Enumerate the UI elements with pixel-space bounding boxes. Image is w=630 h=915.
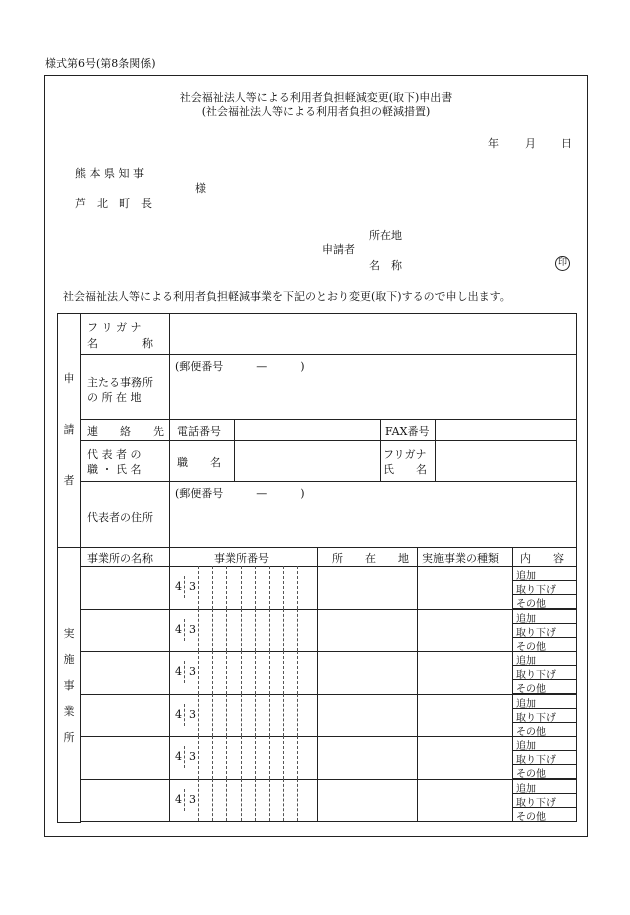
digit-separator (255, 736, 256, 779)
digit-separator (198, 694, 199, 737)
form-subtitle: (社会福祉法人等による利用者負担の軽減措置) (201, 105, 431, 118)
digit-separator (269, 651, 270, 694)
rep-label-2: 職 ・ 氏 名 (87, 463, 142, 476)
name-label: 名 称 (87, 337, 153, 350)
facility-number-prefix-1: 4 (175, 707, 182, 721)
facility-number-prefix-1: 4 (175, 665, 182, 678)
content-option-label: 追加 (516, 783, 536, 795)
digit-separator (269, 609, 270, 652)
rep-postal: (郵便番号 — ) (175, 487, 305, 500)
content-option-label: 取り下げ (516, 627, 556, 639)
header-facility-name: 事業所の名称 (87, 552, 153, 565)
digit-separator (255, 651, 256, 694)
facility-side-label-5: 所 (63, 731, 75, 744)
phone-field[interactable] (234, 419, 381, 441)
facility-number-prefix-2: 3 (189, 622, 196, 636)
applicant-label: 申請者 (322, 243, 355, 256)
digit-separator (226, 736, 227, 779)
phone-label: 電話番号 (177, 425, 221, 438)
rep-address-label: 代表者の住所 (87, 511, 153, 524)
digit-separator (255, 609, 256, 652)
facility-location-field[interactable] (317, 651, 418, 695)
content-option-label: 取り下げ (516, 670, 556, 682)
digit-separator (226, 566, 227, 609)
form-title: 社会福祉法人等による利用者負担軽減変更(取下)申出書 (179, 91, 453, 104)
applicant-side-label-1: 申 (63, 372, 75, 385)
digit-separator (184, 619, 185, 641)
content-option-label: その他 (516, 769, 546, 781)
rep-title-label: 職 名 (177, 456, 221, 469)
statement-text: 社会福祉法人等による利用者負担軽減事業を下記のとおり変更(取下)するので申し出ます。 (63, 290, 511, 303)
facility-number-prefix-2: 3 (189, 665, 196, 678)
digit-separator (226, 651, 227, 694)
applicant-side-label-2: 請 (63, 423, 75, 436)
facility-service-type-field[interactable] (417, 736, 513, 780)
digit-separator (283, 694, 284, 737)
digit-separator (297, 694, 298, 737)
digit-separator (212, 736, 213, 779)
facility-name-field[interactable] (80, 566, 170, 610)
digit-separator (269, 566, 270, 609)
facility-number-prefix-1: 4 (175, 750, 182, 763)
facility-location-field[interactable] (317, 694, 418, 738)
digit-separator (212, 651, 213, 694)
facility-service-type-field[interactable] (417, 651, 513, 695)
header-service-type: 実施事業の種類 (422, 552, 499, 565)
addressee-honorific: 様 (195, 182, 206, 195)
digit-separator (283, 566, 284, 609)
rep-furigana-label: フリガナ (383, 448, 427, 461)
form-frame (44, 75, 588, 837)
date-year: 年 (488, 137, 499, 150)
furigana-label: フ リ ガ ナ (87, 321, 142, 334)
application-table (57, 313, 577, 823)
digit-separator (198, 566, 199, 609)
facility-number-prefix-1: 4 (175, 792, 182, 806)
digit-separator (241, 694, 242, 737)
content-option-label: その他 (516, 811, 546, 823)
digit-separator (297, 609, 298, 652)
header-content: 内 容 (520, 552, 564, 565)
applicant-side-label-3: 者 (63, 474, 75, 487)
facility-name-field[interactable] (80, 694, 170, 738)
rep-name-field[interactable] (435, 440, 577, 482)
digit-separator (283, 736, 284, 779)
digit-separator (184, 746, 185, 768)
facility-side-label-3: 事 (63, 679, 75, 692)
date-day: 日 (561, 137, 572, 150)
facility-number-prefix-2: 3 (189, 707, 196, 721)
digit-separator (198, 736, 199, 779)
facility-number-prefix-2: 3 (189, 792, 196, 806)
digit-separator (212, 609, 213, 652)
digit-separator (283, 609, 284, 652)
digit-separator (255, 566, 256, 609)
office-label-2: の 所 在 地 (87, 391, 142, 404)
content-option-label: 取り下げ (516, 797, 556, 809)
digit-separator (269, 736, 270, 779)
content-option-label: 取り下げ (516, 712, 556, 724)
digit-separator (297, 651, 298, 694)
applicant-name-label: 名 称 (369, 259, 402, 272)
facility-name-field[interactable] (80, 779, 170, 823)
form-number: 様式第6号(第8条関係) (45, 57, 156, 70)
digit-separator (212, 566, 213, 609)
digit-separator (269, 694, 270, 737)
facility-service-type-field[interactable] (417, 566, 513, 610)
contact-label: 連 絡 先 (87, 425, 164, 438)
content-option-label: その他 (516, 684, 546, 696)
digit-separator (241, 736, 242, 779)
office-label-1: 主たる事務所 (87, 376, 153, 389)
digit-separator (226, 694, 227, 737)
facility-side-label-2: 施 (63, 653, 75, 666)
facility-location-field[interactable] (317, 566, 418, 610)
digit-separator (297, 779, 298, 822)
digit-separator (283, 651, 284, 694)
fax-label: FAX番号 (385, 425, 430, 438)
content-option-label: 追加 (516, 571, 536, 582)
facility-number-prefix-2: 3 (189, 750, 196, 763)
digit-separator (184, 789, 185, 811)
header-facility-number: 事業所番号 (214, 552, 269, 565)
content-option-label: 追加 (516, 613, 536, 625)
content-option-label: その他 (516, 641, 546, 653)
content-option-label: 追加 (516, 741, 536, 752)
digit-separator (297, 566, 298, 609)
digit-separator (198, 779, 199, 822)
facility-side-label-1: 実 (63, 627, 75, 640)
applicant-location-label: 所在地 (369, 229, 402, 242)
facility-location-field[interactable] (317, 779, 418, 823)
digit-separator (184, 704, 185, 726)
rep-label-1: 代 表 者 の (87, 448, 142, 461)
digit-separator (198, 609, 199, 652)
facility-name-field[interactable] (80, 609, 170, 653)
digit-separator (212, 779, 213, 822)
addressee-mayor: 芦 北 町 長 (75, 197, 152, 210)
digit-separator (255, 694, 256, 737)
digit-separator (241, 609, 242, 652)
seal-mark: 印 (555, 256, 570, 271)
digit-separator (255, 779, 256, 822)
digit-separator (198, 651, 199, 694)
facility-service-type-field[interactable] (417, 609, 513, 653)
addressee-governor: 熊 本 県 知 事 (75, 167, 144, 180)
digit-separator (226, 779, 227, 822)
digit-separator (226, 609, 227, 652)
facility-name-field[interactable] (80, 736, 170, 780)
content-option-label: その他 (516, 599, 546, 611)
digit-separator (241, 779, 242, 822)
content-option-label: 取り下げ (516, 585, 556, 597)
facility-location-field[interactable] (317, 609, 418, 653)
facility-number-prefix-1: 4 (175, 580, 182, 593)
digit-separator (184, 661, 185, 683)
digit-separator (297, 736, 298, 779)
content-option-label: 取り下げ (516, 755, 556, 767)
facility-service-type-field[interactable] (417, 694, 513, 738)
date-month: 月 (525, 137, 536, 150)
rep-name-label: 氏 名 (383, 463, 427, 476)
content-option-label: 追加 (516, 656, 536, 667)
digit-separator (184, 576, 185, 598)
rep-title-field[interactable] (234, 440, 381, 482)
content-option-label: その他 (516, 726, 546, 738)
name-field[interactable] (169, 313, 577, 355)
fax-field[interactable] (435, 419, 577, 441)
office-postal: (郵便番号 — ) (175, 360, 305, 373)
facility-number-prefix-1: 4 (175, 622, 182, 636)
facility-location-field[interactable] (317, 736, 418, 780)
header-location: 所 在 地 (332, 552, 409, 565)
content-option-label: 追加 (516, 698, 536, 710)
facility-service-type-field[interactable] (417, 779, 513, 823)
digit-separator (269, 779, 270, 822)
digit-separator (241, 651, 242, 694)
facility-number-prefix-2: 3 (189, 580, 196, 593)
facility-name-field[interactable] (80, 651, 170, 695)
digit-separator (212, 694, 213, 737)
digit-separator (241, 566, 242, 609)
digit-separator (283, 779, 284, 822)
facility-side-label-4: 業 (63, 705, 75, 718)
